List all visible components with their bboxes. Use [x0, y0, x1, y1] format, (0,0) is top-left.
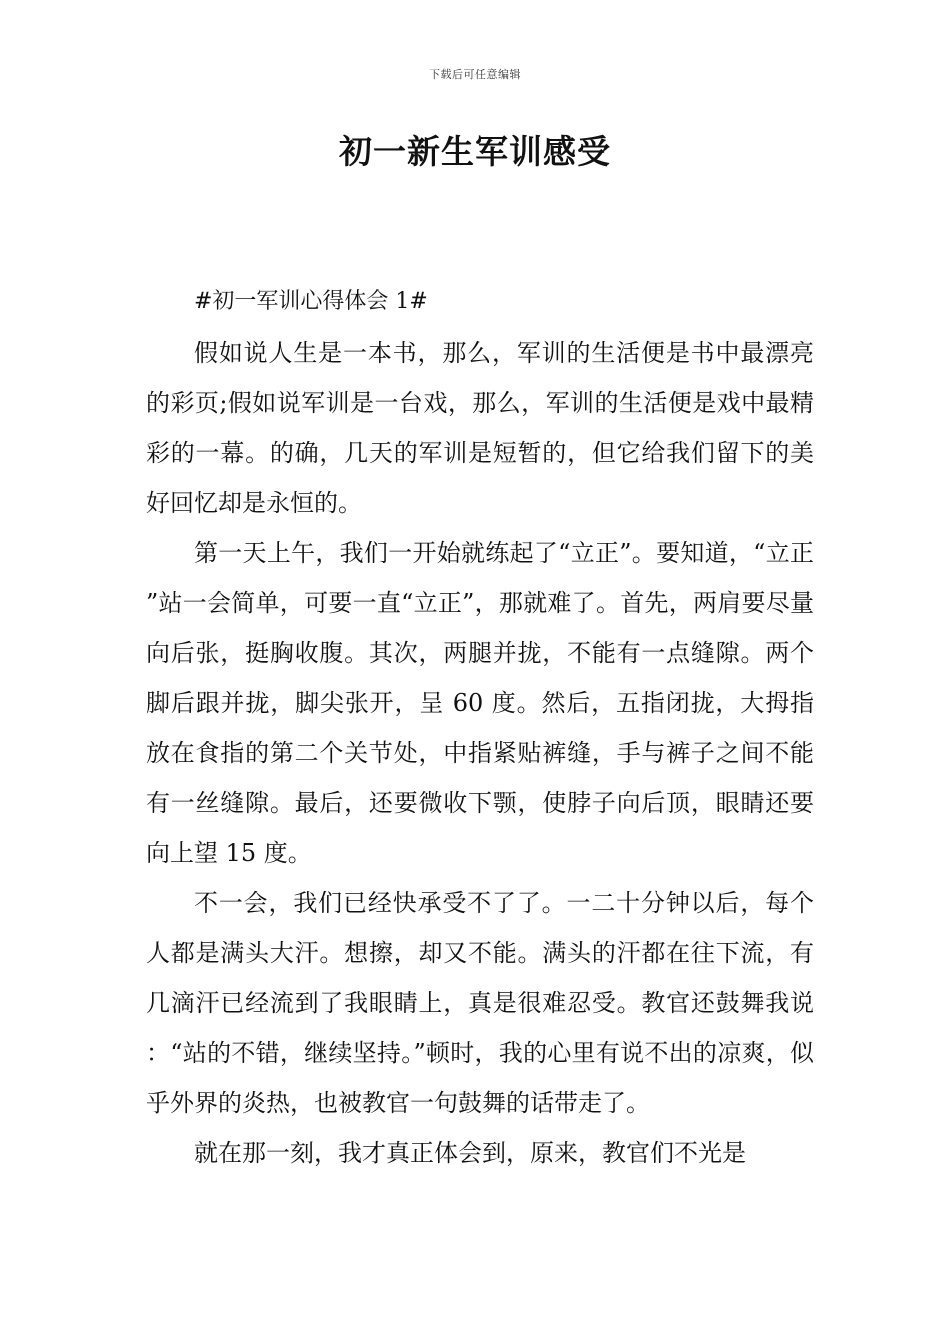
- section-heading: #初一军训心得体会 1#: [194, 289, 428, 314]
- paragraph-4: 就在那一刻，我才真正体会到，原来，教官们不光是: [194, 1139, 746, 1167]
- document-title: 初一新生军训感受: [339, 132, 611, 171]
- header-note: 下载后可任意编辑: [429, 68, 521, 81]
- paragraph-1: 假如说人生是一本书，那么，军训的生活便是书中最漂亮的彩页;假如说军训是一台戏，那么，军训的生活便是戏中最精彩的一幕。的确，几天的军训是短暂的，但它给我们留下的美好回忆却是永恒的。: [146, 339, 814, 517]
- document-body: [146, 282, 814, 1178]
- paragraph-3: 不一会，我们已经快承受不了了。一二十分钟以后，每个人都是满头大汗。想擦，却又不能。满头的汗都在往下流，有几滴汗已经流到了我眼睛上，真是很难忍受。教官还鼓舞我说：“站的不错，继续坚持。”顿时，我的心里有说不出的凉爽，似乎外界的炎热，也被教官一句鼓舞的话带走了。: [146, 889, 814, 1117]
- paragraph-2: 第一天上午，我们一开始就练起了“立正”。要知道，“立正”站一会简单，可要一直“立正”，那就难了。首先，两肩要尽量向后张，挺胸收腹。其次，两腿并拢，不能有一点缝隙。两个脚后跟并拢，脚尖张开，呈 60 度。然后，五指闭拢，大拇指放在食指的第二个关节处，中指紧贴裤缝，手与裤子之间不能有一丝缝隙。最后，还要微收下颚，使脖子向后顶，眼睛还要向上望 15 度。: [146, 539, 814, 867]
